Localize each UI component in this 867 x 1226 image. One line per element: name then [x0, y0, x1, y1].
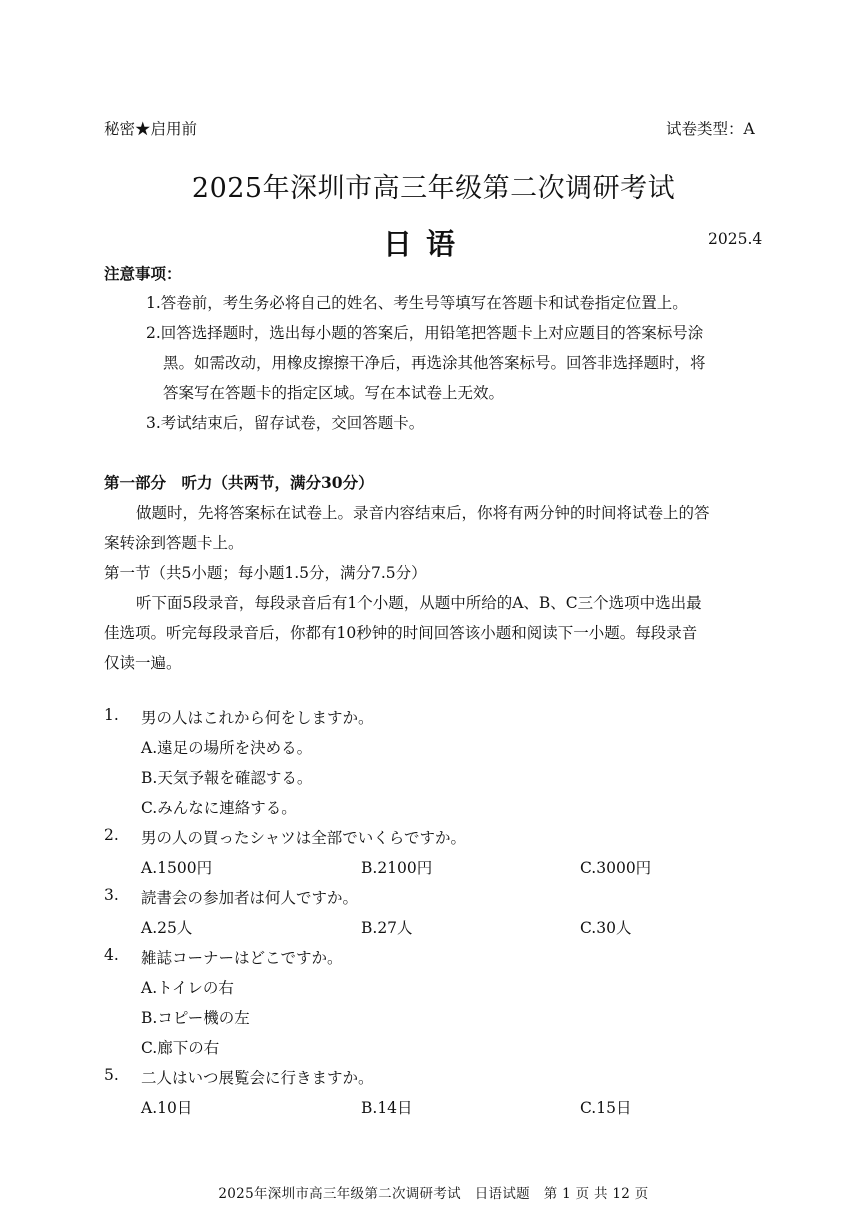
option-b: B.天気予報を確認する。 [141, 769, 313, 787]
question-number: 4. [104, 946, 119, 964]
question-number: 1. [104, 706, 119, 724]
notice-line: 1.答卷前，考生务必将自己的姓名、考生号等填写在答题卡和试卷指定位置上。 [146, 294, 688, 312]
section1-line: 佳选项。听完每段录音后，你都有10秒钟的时间回答该小题和阅读下一小题。每段录音 [104, 624, 698, 642]
question-number: 2. [104, 826, 119, 844]
question-text: 男の人はこれから何をしますか。 [141, 709, 374, 727]
notice-line: 2.回答选择题时，选出每小题的答案后，用铅笔把答题卡上对应题目的答案标号涂 [146, 324, 704, 342]
option-b: B.14日 [361, 1099, 413, 1117]
option-a: A.25人 [141, 919, 193, 937]
subject-title: 日语 [383, 227, 470, 261]
option-c: C.30人 [580, 919, 632, 937]
part1-heading: 第一部分 听力（共两节，满分30分） [104, 473, 374, 492]
question-text: 読書会の参加者は何人ですか。 [141, 889, 359, 907]
page-footer: 2025年深圳市高三年级第二次调研考试 日语试题 第 1 页 共 12 页 [218, 1186, 649, 1202]
question-text: 男の人の買ったシャツは全部でいくらですか。 [141, 829, 467, 847]
question-text: 雑誌コーナーはどこですか。 [141, 949, 343, 967]
option-c: C.みんなに連絡する。 [141, 799, 297, 817]
section1-line: 仅读一遍。 [104, 654, 182, 672]
option-c: C.15日 [580, 1099, 632, 1117]
notice-line: 3.考试结束后，留存试卷，交回答题卡。 [146, 414, 425, 432]
question-text: 二人はいつ展覧会に行きますか。 [141, 1069, 374, 1087]
notice-line: 黑。如需改动，用橡皮擦擦干净后，再选涂其他答案标号。回答非选择题时，将 [163, 354, 706, 372]
option-c: C.廊下の右 [141, 1039, 220, 1057]
paper-type-label: 试卷类型：A [666, 120, 755, 138]
option-a: A.トイレの右 [141, 979, 234, 997]
option-b: B.コピー機の左 [141, 1009, 250, 1027]
part1-intro-line: 案转涂到答题卡上。 [104, 534, 244, 552]
exam-title: 2025年深圳市高三年级第二次调研考试 [191, 173, 676, 204]
secret-label: 秘密★启用前 [104, 120, 198, 138]
question-number: 5. [104, 1066, 119, 1084]
option-b: B.27人 [361, 919, 413, 937]
part1-intro-line: 做题时，先将答案标在试卷上。录音内容结束后，你将有两分钟的时间将试卷上的答 [136, 504, 710, 522]
option-a: A.遠足の場所を決める。 [141, 739, 313, 757]
section1-line: 听下面5段录音，每段录音后有1个小题，从题中所给的A、B、C三个选项中选出最 [136, 594, 702, 612]
question-number: 3. [104, 886, 119, 904]
notice-heading: 注意事项： [104, 264, 182, 283]
exam-date: 2025.4 [708, 230, 763, 248]
section1-heading: 第一节（共5小题；每小题1.5分，满分7.5分） [104, 564, 427, 582]
notice-line: 答案写在答题卡的指定区域。写在本试卷上无效。 [163, 384, 505, 402]
option-a: A.1500円 [141, 859, 213, 877]
option-c: C.3000円 [580, 859, 652, 877]
option-a: A.10日 [141, 1099, 193, 1117]
option-b: B.2100円 [361, 859, 433, 877]
